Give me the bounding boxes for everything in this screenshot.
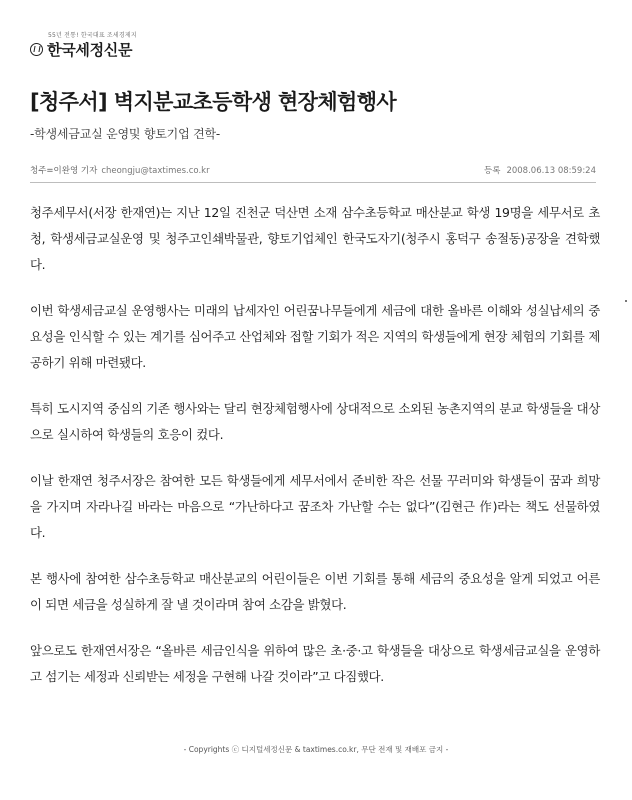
newspaper-name: 한국세정신문 [47, 41, 133, 59]
reporter-name: 청주=이완영 기자 [30, 166, 98, 176]
article-title: [청주서] 벽지분교초등학생 현장체험행사 [30, 90, 397, 114]
publish-date: 2008.06.13 08:59:24 [506, 166, 596, 176]
article-paragraph: 특히 도시지역 중심의 기존 행사와는 달리 현장체험행사에 상대적으로 소외된 농촌지역의 분교 학생들을 대상으로 실시하여 학생들의 호응이 컸다. [30, 401, 600, 442]
copyright-footer: - Copyrights ⓒ 디지털세정신문 & taxtimes.co.kr, 무단 전재 및 재배포 금지 - [183, 745, 449, 754]
newspaper-logo-icon [30, 43, 43, 56]
header-divider [30, 182, 596, 183]
byline [30, 164, 210, 176]
article-body [30, 200, 600, 710]
article-paragraph: 본 행사에 참여한 삼수초등학교 매산분교의 어린이들은 이번 기회를 통해 세금의 중요성을 알게 되었고 어른이 되면 세금을 성실하게 잘 낼 것이라며 참여 소감을 밝혔다. [30, 571, 600, 612]
scan-mark [625, 300, 627, 302]
dateline [484, 164, 596, 176]
article-paragraph: 앞으로도 한재연서장은 “올바른 세금인식을 위하여 많은 초·중·고 학생들을 대상으로 학생세금교실을 운영하고 섬기는 세정과 신뢰받는 세정을 구현해 나갈 것이라”고 다짐했다. [30, 643, 600, 684]
masthead-logo[interactable] [30, 39, 132, 60]
article-subtitle: -학생세금교실 운영및 향토기업 견학- [30, 127, 220, 141]
article-paragraph: 이번 학생세금교실 운영행사는 미래의 납세자인 어린꿈나무들에게 세금에 대한 올바른 이해와 성실납세의 중요성을 인식할 수 있는 계기를 심어주고 산업체와 접할 기회가 적은 지역의 학생들에게 현장 체험의 기회를 제공하기 위해 마련됐다. [30, 303, 600, 370]
reporter-email[interactable]: cheongju@taxtimes.co.kr [101, 166, 210, 176]
date-label: 등록 [484, 166, 501, 176]
article-meta [30, 164, 596, 178]
masthead-tagline: 55년 전통! 한국대표 조세경제지 [48, 32, 137, 39]
article-paragraph: 이날 한재연 청주서장은 참여한 모든 학생들에게 세무서에서 준비한 작은 선물 꾸러미와 학생들이 꿈과 희망을 가지며 자라나길 바라는 마음으로 “가난하다고 꿈조차 가난할 수는 없다”(김현근 作)라는 책도 선물하였다. [30, 473, 600, 540]
article-paragraph: 청주세무서(서장 한재연)는 지난 12일 진천군 덕산면 소재 삼수초등학교 매산분교 학생 19명을 세무서로 초청, 학생세금교실운영 및 청주고인쇄박물관, 향토기업체인 한국도자기(청주시 홍덕구 송절동)공장을 견학했다. [30, 205, 600, 272]
